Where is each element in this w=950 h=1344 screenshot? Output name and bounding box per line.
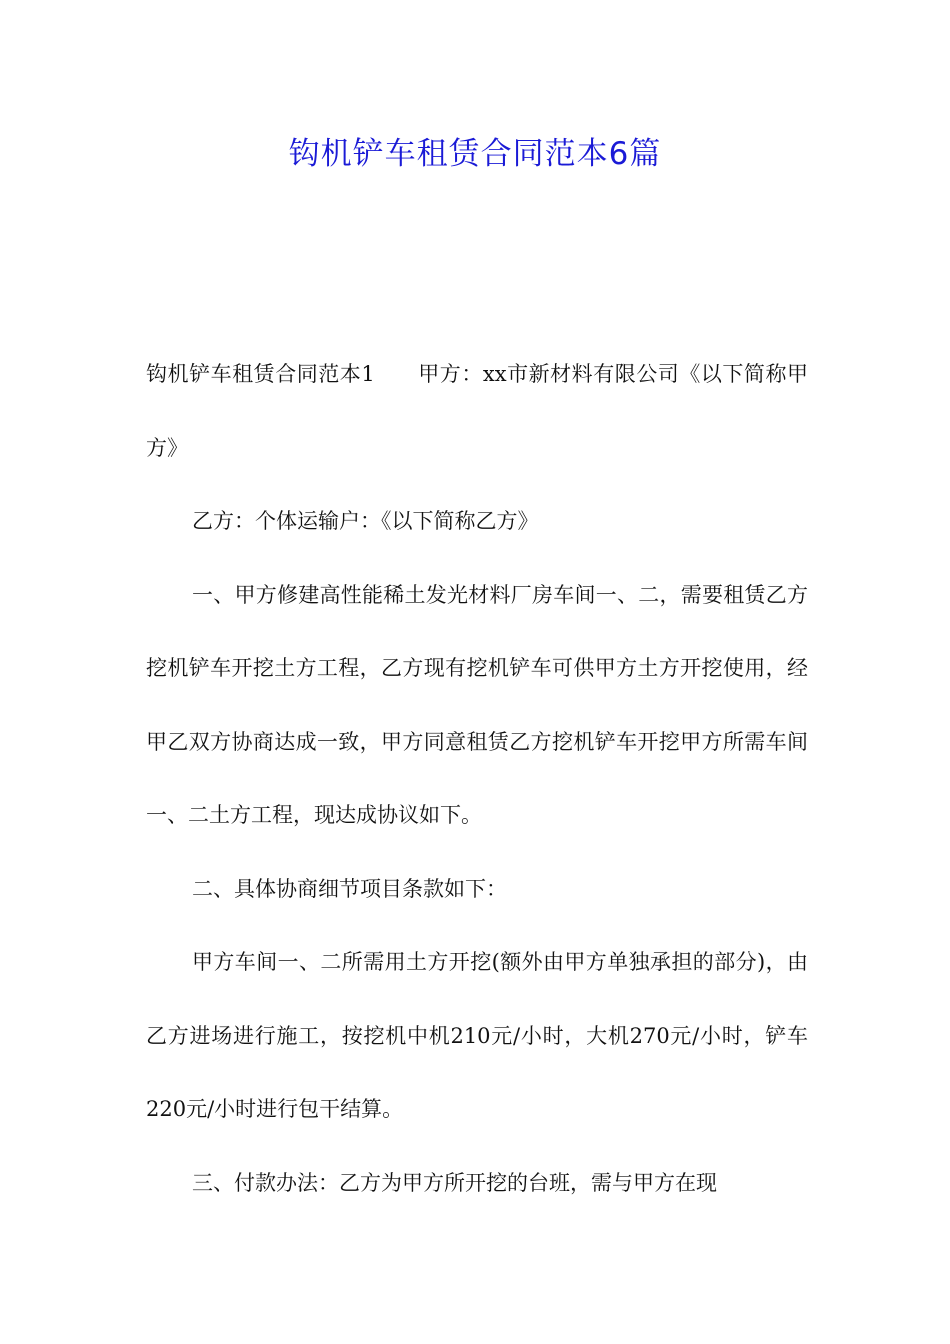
paragraph-pricing: 甲方车间一、二所需用土方开挖(额外由甲方单独承担的部分)，由乙方进场进行施工，按挖机中机210元/小时，大机270元/小时，铲车220元/小时进行包干结算。 <box>146 950 808 1121</box>
paragraph-party-a: 钩机铲车租赁合同范本1 甲方：xx市新材料有限公司《以下简称甲方》 <box>146 362 808 460</box>
paragraph-clause-3: 三、付款办法：乙方为甲方所开挖的台班，需与甲方在现 <box>192 1170 717 1195</box>
paragraph-party-b: 乙方：个体运输户：《以下简称乙方》 <box>192 509 539 533</box>
document-body <box>146 338 808 1220</box>
paragraph-clause-2: 二、具体协商细节项目条款如下： <box>192 876 507 901</box>
document-title: 钩机铲车租赁合同范本6篇 <box>288 136 662 172</box>
paragraph-clause-1: 一、甲方修建高性能稀土发光材料厂房车间一、二，需要租赁乙方挖机铲车开挖土方工程，乙方现有挖机铲车可供甲方土方开挖使用，经甲乙双方协商达成一致，甲方同意租赁乙方挖机铲车开挖甲方所需车间一、二土方工程，现达成协议如下。 <box>146 582 808 827</box>
